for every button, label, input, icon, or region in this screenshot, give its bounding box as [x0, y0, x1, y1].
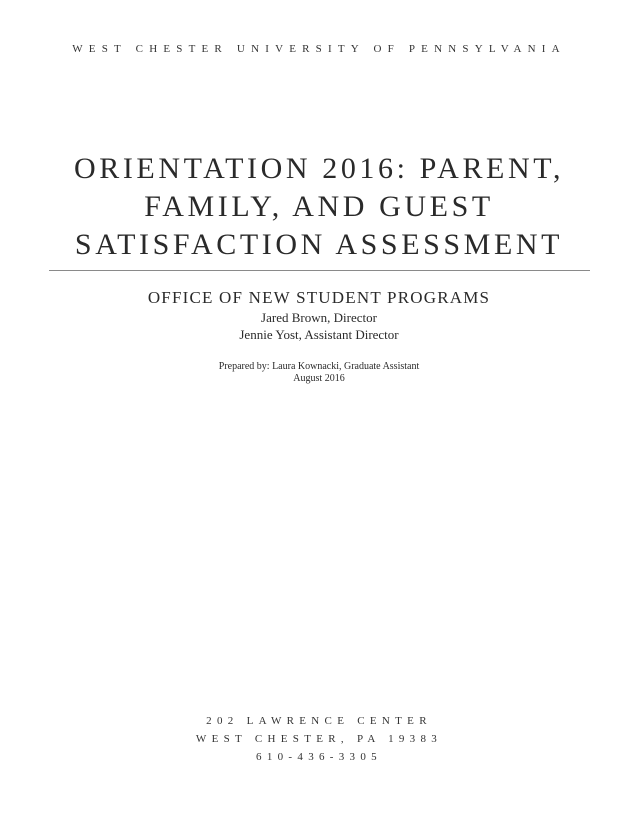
address-line-2: WEST CHESTER, PA 19383 [195, 733, 443, 745]
staff-assistant-director: Jennie Yost, Assistant Director [239, 327, 399, 342]
phone-number: 610-436-3305 [256, 751, 382, 763]
horizontal-divider [49, 270, 590, 271]
university-name: WEST CHESTER UNIVERSITY OF PENNSYLVANIA [72, 43, 566, 55]
prepared-by: Prepared by: Laura Kownacki, Graduate Assistant [218, 361, 420, 372]
report-title [0, 150, 638, 264]
address-block [0, 712, 638, 766]
prepared-by-block [0, 361, 638, 385]
title-line-2: FAMILY, AND GUEST [144, 190, 494, 223]
report-date: August 2016 [293, 373, 345, 384]
address-line-1: 202 LAWRENCE CENTER [206, 715, 432, 727]
title-line-3: SATISFACTION ASSESSMENT [74, 228, 564, 261]
office-name: OFFICE OF NEW STUDENT PROGRAMS [147, 288, 491, 307]
title-line-1: ORIENTATION 2016: PARENT, [73, 152, 565, 185]
staff-list [0, 309, 638, 343]
staff-director: Jared Brown, Director [261, 310, 377, 325]
